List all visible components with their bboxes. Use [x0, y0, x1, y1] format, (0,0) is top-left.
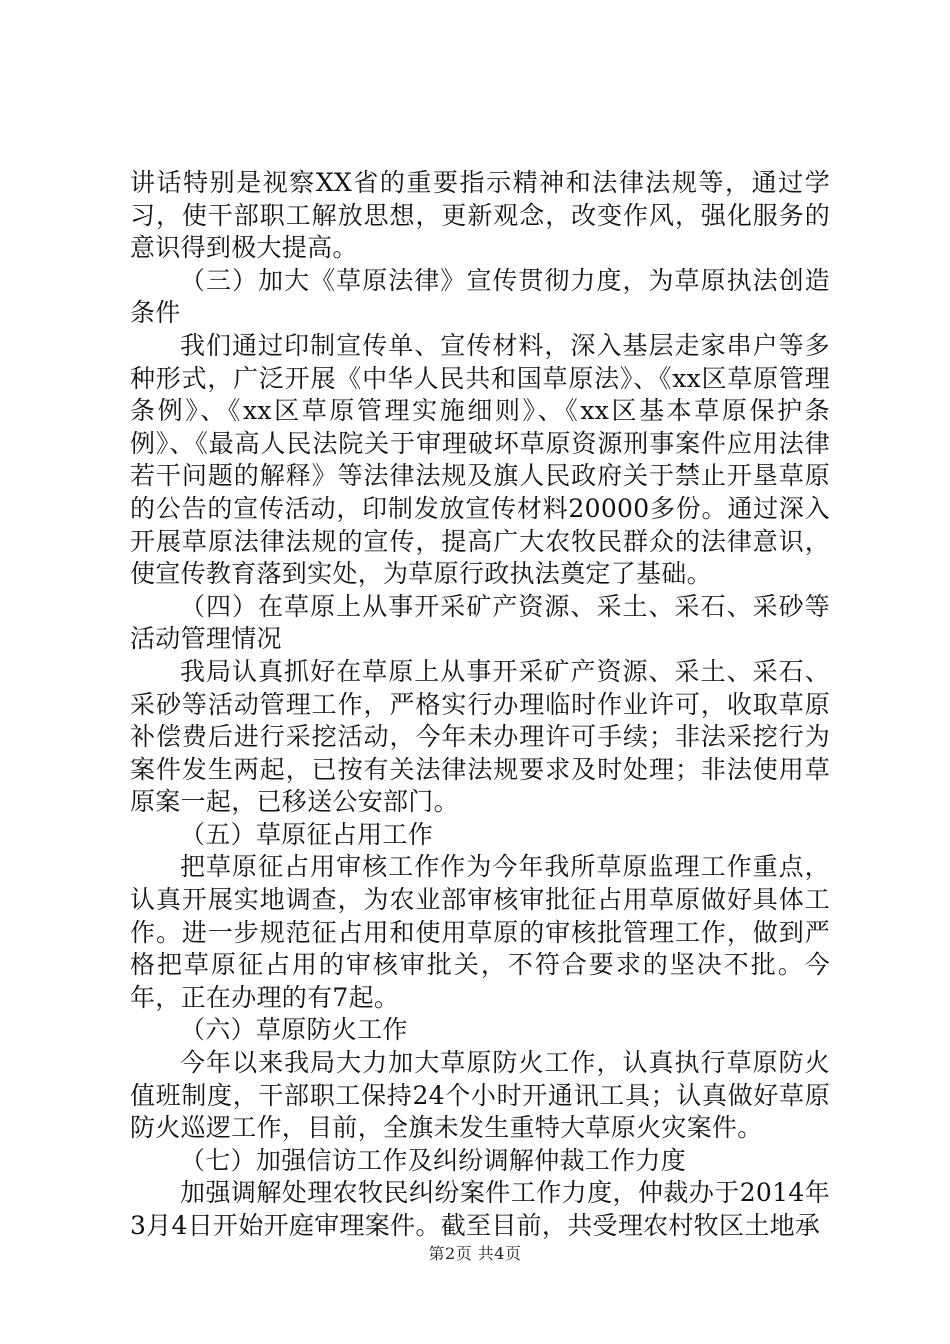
paragraph-section-4: 我局认真抓好在草原上从事开采矿产资源、采土、采石、采砂等活动管理工作，严格实行办理临时作业许可，收取草原补偿费后进行采挖活动，今年未办理许可手续；非法采挖行为案件发生两起，已按有关法律法规要求及时处理；非法使用草原案一起，已移送公安部门。	[130, 656, 830, 817]
page-number-footer: 第2页 共4页	[428, 1244, 522, 1263]
paragraph-section-7: 加强调解处理农牧民纠纷案件工作力度，仲裁办于2014年3月4日开始开庭审理案件。截至目前，共受理农村牧区土地承	[130, 1178, 830, 1240]
paragraph-section-6: 今年以来我局大力加大草原防火工作，认真执行草原防火值班制度，干部职工保持24个小时开通讯工具；认真做好草原防火巡逻工作，目前，全旗未发生重特大草原火灾案件。	[130, 1048, 830, 1143]
section-heading-4: （四）在草原上从事开采矿产资源、采土、采石、采砂等活动管理情况	[130, 591, 830, 654]
section-heading-7: （七）加强信访工作及纠纷调解仲裁工作力度	[180, 1145, 687, 1175]
section-heading-6: （六）草原防火工作	[180, 1015, 408, 1045]
paragraph-continuation: 讲话特别是视察XX省的重要指示精神和法律法规等，通过学习，使干部职工解放思想，更新观念，改变作风，强化服务的意识得到极大提高。	[130, 168, 830, 263]
paragraph-section-3: 我们通过印制宣传单、宣传材料，深入基层走家串户等多种形式，广泛开展《中华人民共和国草原法》、《xx区草原管理条例》、《xx区草原管理实施细则》、《xx区基本草原保护条例》、《最高人民法院关于审理破坏草原资源刑事案件应用法律若干问题的解释》等法律法规及旗人民政府关于禁止开垦草原的公告的宣传活动，印制发放宣传材料20000多份。通过深入开展草原法律法规的宣传，提高广大农牧民群众的法律意识，使宣传教育落到实处，为草原行政执法奠定了基础。	[130, 330, 830, 589]
section-heading-3: （三）加大《草原法律》宣传贯彻力度，为草原执法创造条件	[130, 265, 830, 328]
section-heading-5: （五）草原征占用工作	[180, 819, 434, 849]
document-body	[130, 167, 830, 1243]
paragraph-section-5: 把草原征占用审核工作作为今年我所草原监理工作重点，认真开展实地调查，为农业部审核审批征占用草原做好具体工作。进一步规范征占用和使用草原的审核批管理工作，做到严格把草原征占用的审核审批关，不符合要求的坚决不批。今年，正在办理的有7起。	[130, 852, 830, 1012]
